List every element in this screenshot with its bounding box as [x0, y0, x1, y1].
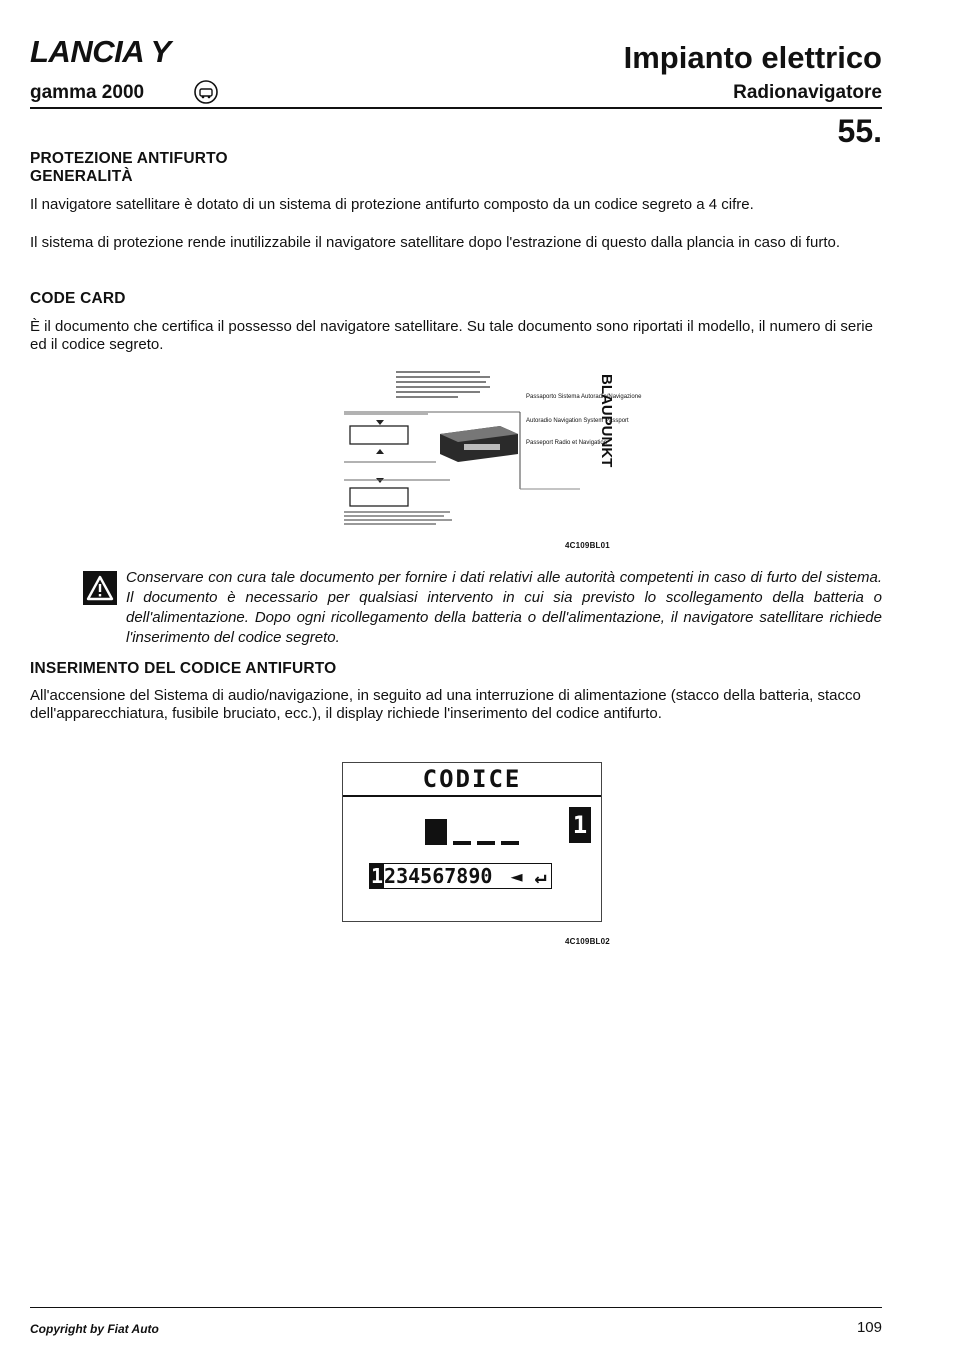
- code-card-figure: [340, 364, 642, 534]
- code-cursor: [425, 819, 447, 845]
- page-number: 109: [856, 1319, 882, 1336]
- card-label-1: Passaporto Sistema Autoradio/Navigazione: [526, 394, 642, 400]
- card-label-3: Passeport Radio et Navigation: [526, 440, 608, 446]
- warning-icon: [83, 571, 117, 605]
- code-slot-2: [453, 841, 471, 845]
- display-title: CODICE: [422, 765, 522, 793]
- paragraph-antitheft-1: Il navigatore satellitare è dotato di un sistema di protezione antifurto composto da un codice segreto a 4 cifre.: [30, 196, 754, 213]
- heading-antitheft: PROTEZIONE ANTIFURTO: [30, 150, 228, 167]
- navigation-system-icon: [193, 79, 219, 105]
- code-slot-4: [501, 841, 519, 845]
- heading-insert-code: INSERIMENTO DEL CODICE ANTIFURTO: [30, 660, 337, 677]
- brand-title: LANCIA Y: [30, 34, 171, 69]
- selected-digit: 1: [371, 864, 384, 888]
- digit-selector: [369, 863, 552, 889]
- model-range: gamma 2000: [30, 82, 145, 103]
- digit-index-badge: 1: [569, 807, 591, 843]
- warning-text: Conservare con cura tale documento per fornire i dati relativi alle autorità competenti in caso di furto del sistema. Il documento è necessario per qualsiasi intervento in cui sia previsto lo scollegamento della batteria o dell'alimentazione. Dopo ogni ricollegamento della batteria o dell'alimentazione, il navigatore satellitare richiede l'inserimento del codice segreto.: [126, 569, 882, 646]
- header-rule: [30, 107, 882, 109]
- footer-rule: [30, 1307, 882, 1308]
- paragraph-code-card: È il documento che certifica il possesso del navigatore satellitare. Su tale documento sono riportati il modello, il numero di serie ed il codice segreto.: [30, 318, 873, 353]
- subsection-title: Radionavigatore: [733, 82, 882, 103]
- arrow-enter-icons: ◄ ↵: [510, 864, 547, 888]
- page-code: 55.: [837, 113, 882, 149]
- code-card-illustration: [340, 364, 642, 534]
- paragraph-antitheft-2: Il sistema di protezione rende inutilizzabile il navigatore satellitare dopo l'estrazione di questo dalla plancia in caso di furto.: [30, 234, 840, 251]
- display-title-bar: [343, 763, 601, 797]
- copyright: Copyright by Fiat Auto: [30, 1322, 159, 1336]
- paragraph-insert-code: All'accensione del Sistema di audio/navigazione, in seguito ad una interruzione di alimentazione (stacco della batteria, stacco dell'apparecchiatura, fusibile bruciato, ecc.), il display richiede l'inserimento del codice antifurto.: [30, 687, 861, 722]
- section-title: Impianto elettrico: [623, 40, 882, 75]
- code-slot-3: [477, 841, 495, 845]
- figure-code-1: 4C109BL01: [565, 541, 610, 550]
- heading-general: GENERALITÀ: [30, 168, 133, 185]
- card-label-2: Autoradio Navigation System Passport: [526, 418, 629, 424]
- digit-list: 234567890: [384, 864, 493, 888]
- figure-code-2: 4C109BL02: [565, 937, 610, 946]
- heading-code-card: CODE CARD: [30, 290, 126, 307]
- code-display-figure: [342, 762, 602, 922]
- blaupunkt-brand: BLAUPUNKT: [598, 374, 615, 468]
